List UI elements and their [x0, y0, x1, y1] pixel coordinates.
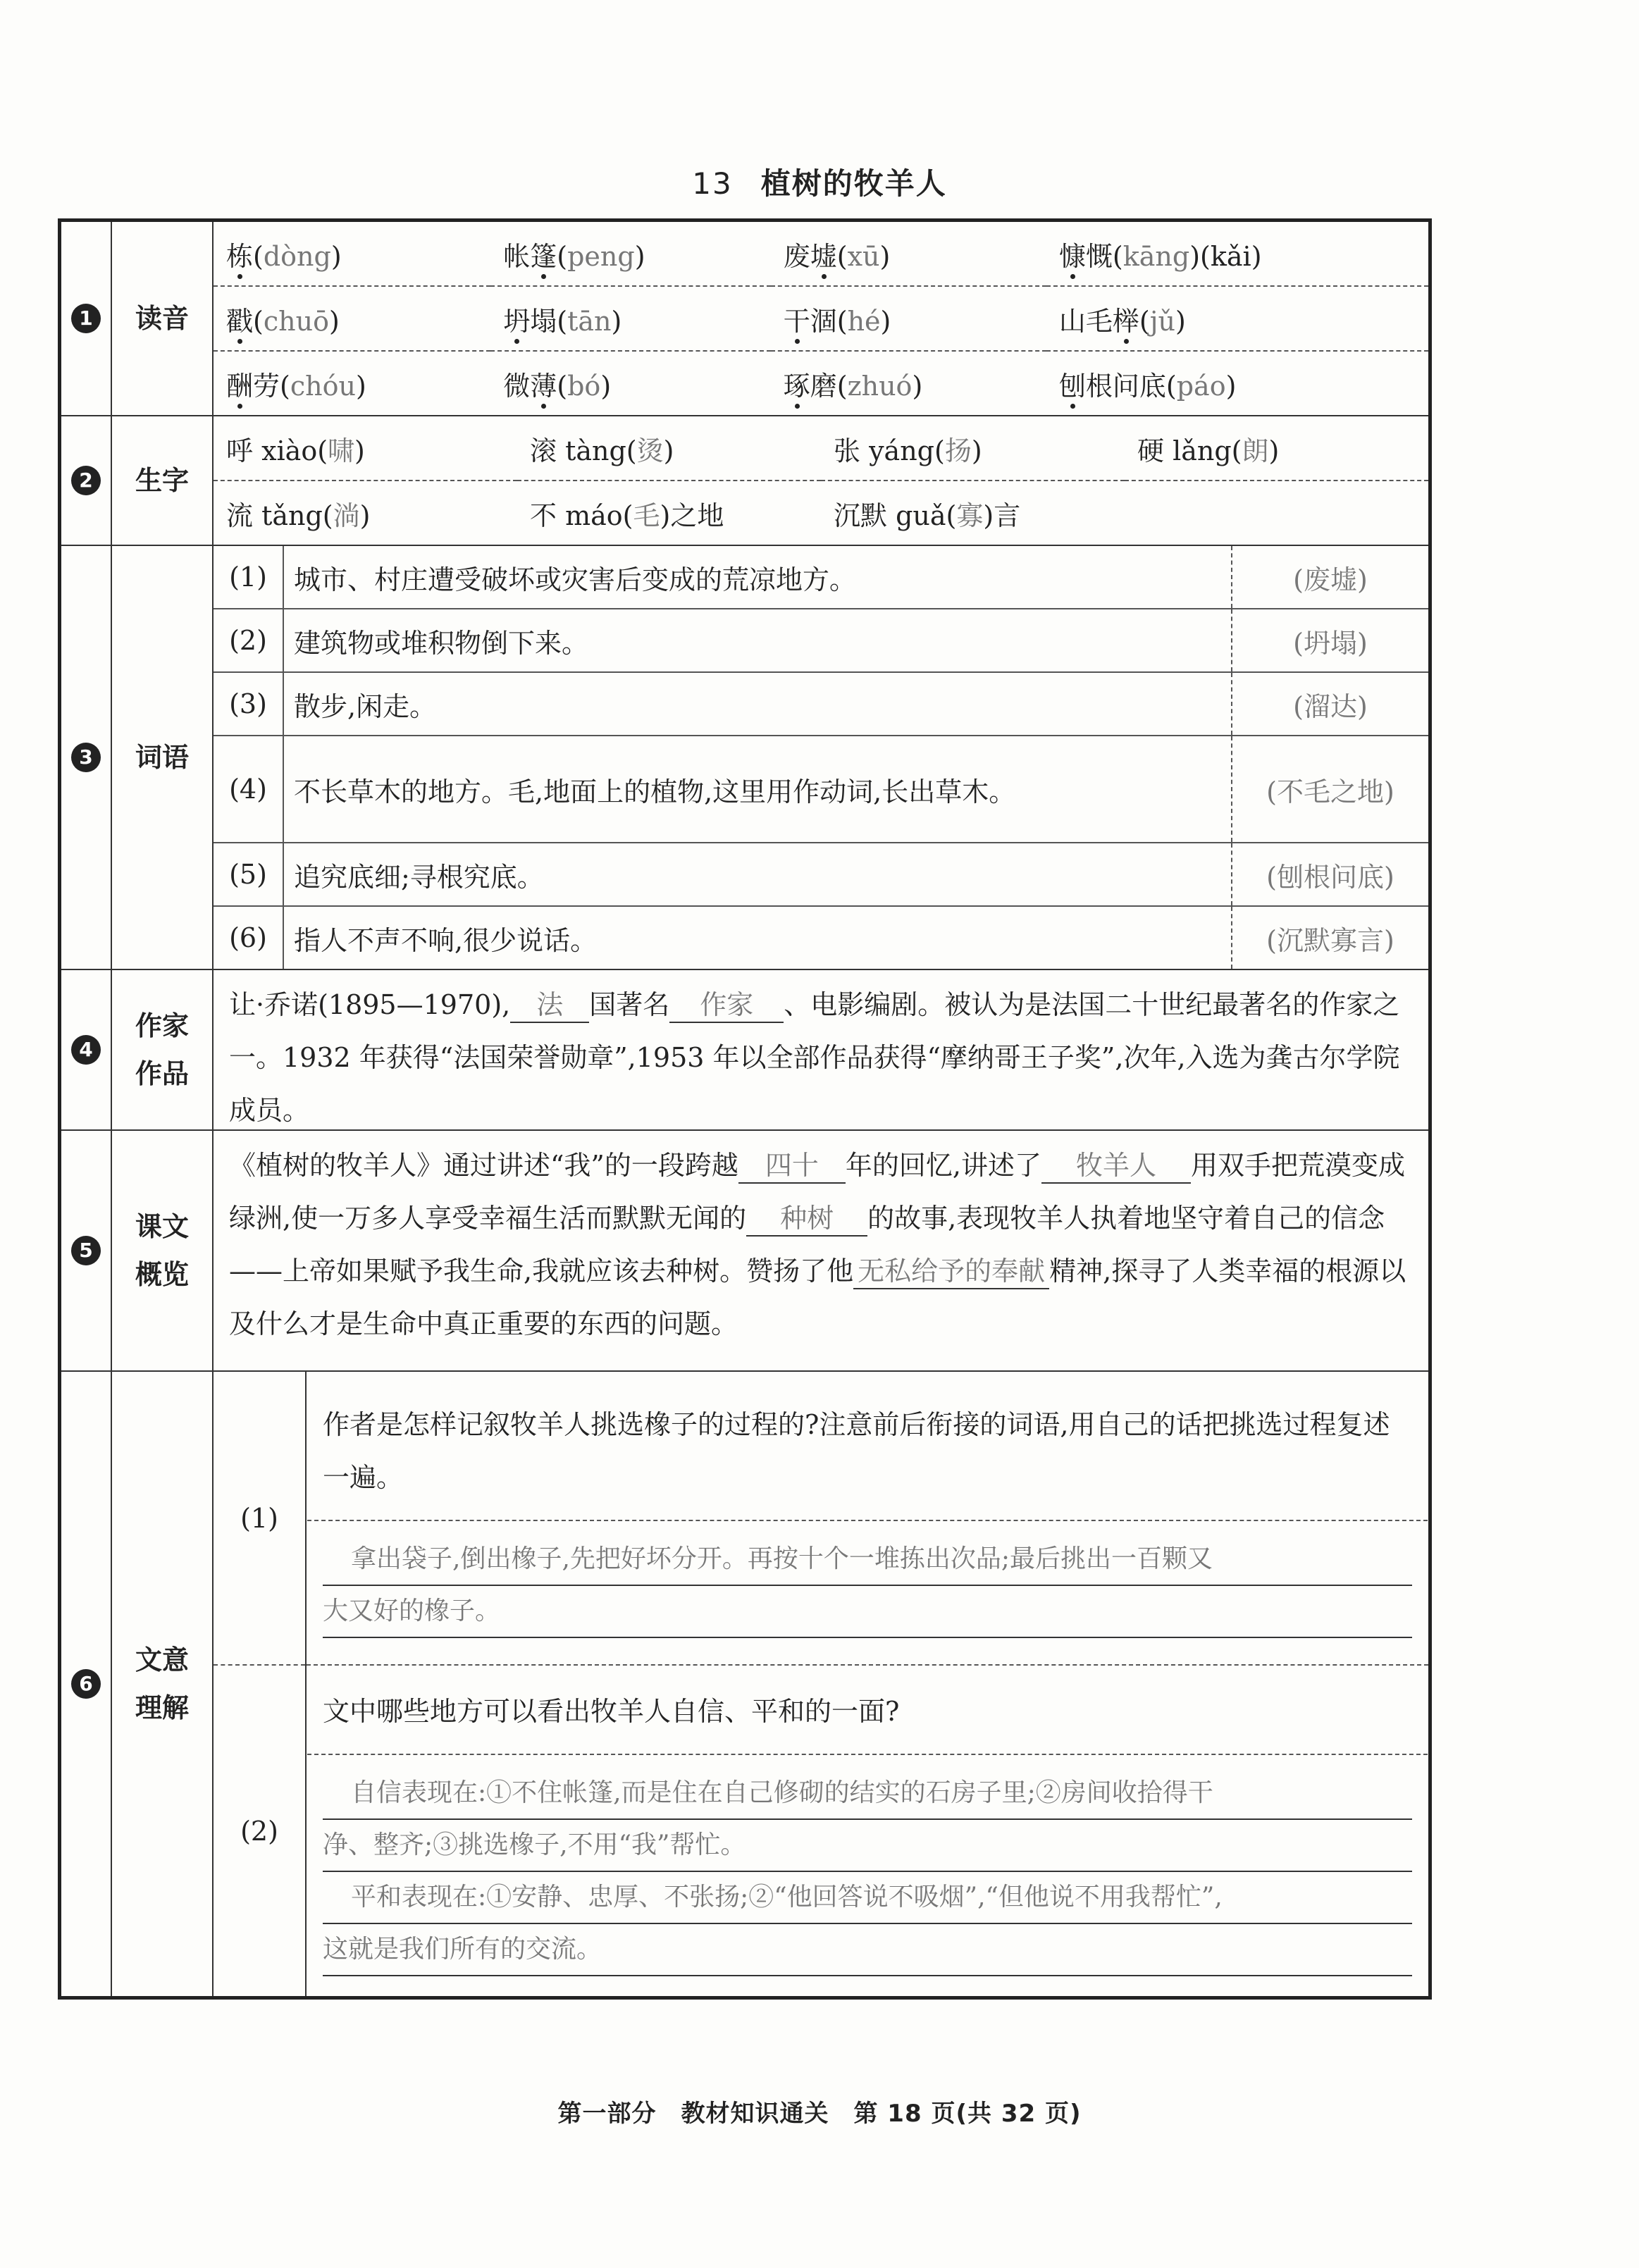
vocab-row: [214, 906, 1428, 969]
pinyin-answer: dòng: [263, 240, 331, 272]
section-number: 3: [60, 545, 112, 969]
section-comprehension: [60, 1371, 1430, 1998]
vocab-row: [214, 843, 1428, 906]
section-overview: [60, 1130, 1430, 1371]
character-answer: 烫: [636, 435, 664, 466]
reading-item: 微薄(bó): [490, 351, 770, 415]
question-text: 作者是怎样记叙牧羊人挑选橡子的过程的?注意前后衔接的词语,用自己的话把挑选过程复述一遍。: [323, 1408, 1390, 1493]
comprehension-table: [214, 1372, 1428, 1996]
character-answer: 朗: [1242, 435, 1269, 466]
answer-line: 自信表现在:①不住帐篷,而是住在自己修砌的结实的石房子里;②房间收拾得干: [323, 1768, 1412, 1820]
section-characters: [60, 416, 1430, 545]
section-number: 5: [60, 1130, 112, 1371]
section-reading: [60, 221, 1430, 416]
reading-item: 山毛榉(jǔ): [1046, 286, 1428, 351]
character-item: 张 yáng(扬): [834, 435, 982, 466]
dotted-char: 干: [783, 305, 810, 337]
pinyin-answer: hé: [847, 305, 881, 337]
character-answer: 啸: [328, 435, 355, 466]
vocab-number: (5): [214, 843, 283, 906]
character-item: 不 máo(毛)之地: [517, 481, 821, 545]
section-label: 文意理解: [111, 1371, 213, 1998]
lesson-number: 13: [692, 166, 733, 201]
pinyin-answer: chuō: [263, 305, 329, 337]
dotted-char: 酬: [226, 370, 254, 402]
answer-line: 这就是我们所有的交流。: [323, 1924, 1412, 1976]
characters-row: [214, 481, 1428, 545]
dotted-char: 榉: [1112, 305, 1139, 337]
vocab-definition: 散步,闲走。: [283, 672, 1232, 736]
section-label: 词语: [111, 545, 213, 969]
pinyin-answer: jǔ: [1149, 305, 1175, 337]
character-item: [1125, 481, 1428, 545]
lesson-title: [0, 161, 1639, 203]
section-author: [60, 969, 1430, 1130]
section-number: 6: [60, 1371, 112, 1998]
character-answer: 扬: [944, 435, 972, 466]
pinyin-answer: kāng: [1122, 240, 1190, 272]
dotted-char: 墟: [810, 240, 837, 272]
vocab-number: (2): [214, 609, 283, 672]
pinyin-answer: zhuó: [847, 370, 913, 402]
reading-row: [214, 351, 1428, 415]
vocab-number: (1): [214, 546, 283, 609]
section-label: 作家作品: [111, 969, 213, 1130]
reading-item: 废墟(xū): [783, 240, 891, 272]
answer-lines: [307, 1754, 1428, 1992]
reading-grid: [214, 222, 1428, 415]
vocab-answer: (不毛之地): [1232, 736, 1428, 843]
character-item: 硬 lǎng(朗): [1137, 435, 1280, 466]
pinyin-answer: chóu: [290, 370, 356, 402]
dotted-char: 坍: [503, 305, 531, 337]
vocab-row: [214, 672, 1428, 736]
dotted-char: 刨: [1058, 370, 1086, 402]
character-answer: 毛: [633, 500, 660, 531]
page-footer: 第一部分 教材知识通关 第 18 页(共 32 页): [557, 2100, 1082, 2128]
vocab-number: (4): [214, 736, 283, 843]
character-answer: 寡: [956, 500, 984, 531]
answer-lines: [307, 1520, 1428, 1654]
character-item: 滚 tàng(烫): [530, 435, 674, 466]
vocab-row: [214, 736, 1428, 843]
vocab-answer: (刨根问底): [1232, 843, 1428, 906]
character-item: 流 tǎng(淌): [214, 481, 517, 545]
pinyin-answer: xū: [847, 240, 880, 272]
vocab-definition: 指人不声不响,很少说话。: [283, 906, 1232, 969]
reading-item: 干涸(hé): [771, 286, 1046, 351]
reading-item: 帐篷(peng): [503, 240, 645, 272]
section-label: 课文概览: [111, 1130, 213, 1371]
vocab-definition: 追究底细;寻根究底。: [283, 843, 1232, 906]
section-label: 读音: [111, 221, 213, 416]
section-number: 1: [60, 221, 112, 416]
dotted-char: 栋: [226, 240, 254, 272]
answer-line: 净、整齐;③挑选橡子,不用“我”帮忙。: [323, 1820, 1412, 1872]
answer-blank: 法: [510, 989, 589, 1023]
reading-item: 酬劳(chóu): [214, 351, 490, 415]
pinyin-answer: peng: [567, 240, 635, 272]
reading-row: [214, 286, 1428, 351]
section-number: 2: [60, 416, 112, 545]
section-label: 生字: [111, 416, 213, 545]
reading-item: 栋(dòng): [226, 240, 342, 272]
question-text: 文中哪些地方可以看出牧羊人自信、平和的一面?: [323, 1696, 900, 1727]
reading-row: [214, 222, 1428, 286]
vocab-definition: 建筑物或堆积物倒下来。: [283, 609, 1232, 672]
reading-item: 刨根问底(páo): [1046, 351, 1428, 415]
answer-line: 大又好的橡子。: [323, 1586, 1412, 1638]
vocab-table: [214, 546, 1428, 969]
reading-item: 慷慨(kāng)(kǎi): [1058, 240, 1262, 272]
question-number: (2): [214, 1665, 306, 1996]
vocab-row: [214, 609, 1428, 672]
pinyin-answer: tān: [567, 305, 612, 337]
pinyin-answer: páo: [1176, 370, 1226, 402]
dotted-char: 慷: [1058, 240, 1086, 272]
answer-blank: 无私给予的奉献: [853, 1256, 1049, 1289]
question-row: [214, 1372, 1428, 1665]
vocab-answer: (溜达): [1232, 672, 1428, 736]
answer-blank: 四十: [738, 1150, 846, 1184]
answer-line: 拿出袋子,倒出橡子,先把好坏分开。再按十个一堆拣出次品;最后挑出一百颗又: [323, 1534, 1412, 1586]
vocab-answer: (沉默寡言): [1232, 906, 1428, 969]
dotted-char: 琢: [783, 370, 810, 402]
vocab-number: (6): [214, 906, 283, 969]
lesson-name: 植树的牧羊人: [760, 166, 947, 201]
question-number: (1): [214, 1372, 306, 1665]
characters-grid: [214, 416, 1428, 545]
vocab-answer: (废墟): [1232, 546, 1428, 609]
dotted-char: 薄: [530, 370, 557, 402]
answer-blank: 作家: [669, 989, 784, 1023]
reading-item: 坍塌(tān): [490, 286, 770, 351]
question-row: [214, 1665, 1428, 1996]
overview-paragraph: 《植树的牧羊人》通过讲述“我”的一段跨越 四十 年的回忆,讲述了 牧羊人 用双手把荒漠变成绿洲,使一万多人享受幸福生活而默默无闻的 种树 的故事,表现牧羊人执着地坚守着自己的信念——上帝如果赋予我生命,我就应该去种树。赞扬了他 无私给予的奉献 精神,探寻了人类幸福的根源以及什么才是生命中真正重要的东西的问题。: [229, 1150, 1406, 1339]
author-paragraph: 让·乔诺(1895—1970), 法 国著名 作家 、电影编剧。被认为是法国二十世纪最著名的作家之一。1932 年获得“法国荣誉勋章”,1953 年以全部作品获得“摩纳哥王子奖”,次年,入选为龚古尔学院成员。: [229, 989, 1400, 1126]
section-vocab: [60, 545, 1430, 969]
answer-line: 平和表现在:①安静、忠厚、不张扬;②“他回答说不吸烟”,“但他说不用我帮忙”,: [323, 1872, 1412, 1924]
pinyin-printed: kǎi: [1210, 240, 1251, 272]
vocab-answer: (坍塌): [1232, 609, 1428, 672]
vocab-row: [214, 546, 1428, 609]
worksheet-table: [58, 218, 1432, 2000]
reading-item: 琢磨(zhuó): [771, 351, 1046, 415]
dotted-char: 戳: [226, 305, 254, 337]
characters-row: [214, 416, 1428, 481]
character-item: 沉默 guǎ(寡)言: [821, 481, 1125, 545]
answer-blank: 牧羊人: [1041, 1150, 1191, 1184]
vocab-number: (3): [214, 672, 283, 736]
reading-item: 戳(chuō): [214, 286, 490, 351]
section-number: 4: [60, 969, 112, 1130]
answer-blank: 种树: [746, 1203, 867, 1237]
character-answer: 淌: [333, 500, 360, 531]
dotted-char: 篷: [530, 240, 557, 272]
vocab-definition: 不长草木的地方。毛,地面上的植物,这里用作动词,长出草木。: [283, 736, 1232, 843]
character-item: 呼 xiào(啸): [226, 435, 365, 466]
vocab-definition: 城市、村庄遭受破坏或灾害后变成的荒凉地方。: [294, 564, 857, 595]
pinyin-answer: bó: [567, 370, 601, 402]
